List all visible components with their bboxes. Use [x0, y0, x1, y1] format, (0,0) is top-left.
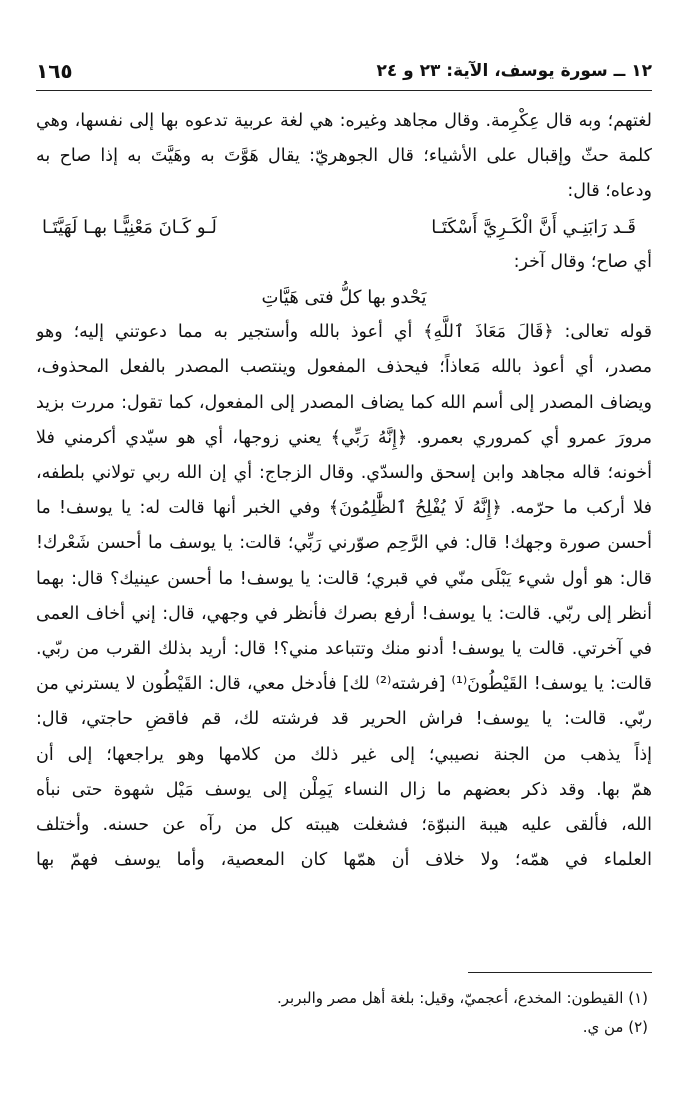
paragraph-line: في آخرتي. قالت يا يوسف! أدنو منك وتتباعد مني؟! قال: أريد بذلك القرب من ربّي.: [36, 639, 652, 660]
verse-first-hemistich: قَـد رَابَنِـي أَنَّ الْكَـرِيَّ أَسْكَتَـا: [431, 216, 636, 238]
paragraph-line: الله، فألقى عليه هيبة النبوّة؛ فشغلت هيبته كل من رآه عن حسنه. وأختلف: [36, 815, 652, 836]
footnote-2: (٢) من ي.: [582, 1018, 648, 1036]
text-line: أي صاح؛ وقال آخر:: [513, 251, 652, 272]
footnote-divider: [468, 972, 652, 973]
footnotes: [36, 984, 648, 1042]
text-line: ودعاه؛ قال:: [567, 181, 652, 202]
paragraph-line: ربّي. قالت: يا يوسف! فراش الحرير قد فرشته لك، قم فاقضِ حاجتي، قال:: [36, 709, 652, 730]
text-line: كلمة حثّ وإقبال على الأشياء؛ قال الجوهريّ: يقال هَوَّتَ به وهَيَّتَ به إذا صاح به: [36, 146, 652, 167]
paragraph-line: العلماء في همّه؛ ولا خلاف أن همّها كان المعصية، وأما يوسف فهمّ بها: [36, 850, 652, 871]
body-text: [36, 104, 652, 878]
paragraph-line: أخونه؛ قاله مجاهد وابن إسحق والسدّي. وقال الزجاج: أي إن الله ربي تولاني بلطفه،: [36, 463, 652, 484]
footnote-1: (١) القيطون: المخدع، أعجميّ، وقيل: بلغة أهل مصر والبربر.: [277, 989, 648, 1007]
half-verse: يَحْدو بها كلُّ فتى هَيَّاتِ: [261, 287, 427, 309]
paragraph-line: همّ بها. وقد ذكر بعضهم ما زال النساء يَمِلْن إلى يوسف مَيْل شهوة حتى نبأه: [36, 779, 652, 800]
text-line: لغتهم؛ وبه قال عِكْرِمة. وقال مجاهد وغيره: هي لغة عربية تدعوه بها إلى نفسها، وهي: [36, 111, 652, 131]
running-head: ١٢ ــ سورة يوسف، الآية: ٢٣ و ٢٤: [376, 61, 652, 81]
paragraph-line: مرورَ عمرو أي كمروري بعمرو. ﴿إِنَّهُ رَبِّي﴾ يعني زوجها، أي هو سيّدي أكرمني فلا: [36, 427, 652, 448]
paragraph-line: إذاً يذهب من الجنة نصيبي؛ إلى غير ذلك من كلامها وهو يراجعها؛ إلى أن: [36, 744, 652, 765]
poetry-verse: [36, 210, 652, 245]
paragraph-line: مصدر، أي أعوذ بالله مَعاذاً؛ فيحذف المفعول وينتصب المصدر بالفعل المحذوف،: [36, 357, 652, 378]
paragraph-line: أحسن صورة وجهك! قال: في الرَّحِم صوّرني رَبِّي؛ قالت: يا يوسف ما أحسن شَعْرك!: [36, 533, 652, 554]
paragraph-line: فلا أركب ما حرّمه. ﴿إِنَّهُ لَا يُفْلِحُ ٱلظَّٰلِمُونَ﴾ وفي الخبر أنها قالت له: يا يوسف! ما: [36, 498, 652, 519]
verse-second-hemistich: لَـو كَـانَ مَعْنِيًّـا بهـا لَهَيَّتَـا: [42, 216, 217, 238]
page-number: ١٦٥: [36, 59, 73, 83]
paragraph-line: ويضاف المصدر إلى أسم الله كما يضاف المصدر إلى المفعول، كما تقول: مررت بزيد: [36, 392, 652, 413]
paragraph-line: أنظر إلى ربّي. قالت: يا يوسف! أرفع بصرك فأنظر في وجهي، قال: إني أخاف العمى: [36, 603, 652, 624]
page-header: [36, 52, 652, 91]
paragraph-line: قالت: يا يوسف! القَيْطُونَ⁽¹⁾ [فرشته⁽²⁾ لك] فأدخل معي، قال: القَيْطُون لا يسترني من: [36, 674, 652, 695]
paragraph-line: قال: هو أول شيء يَبْلَى منّي في قبري؛ قالت: يا يوسف! ما أحسن عينيك؟ قال: بهما: [36, 568, 652, 589]
paragraph-line: قوله تعالى: ﴿قَالَ مَعَاذَ ٱللَّهِ﴾ أي أعوذ بالله وأستجير به مما دعوتني إليه؛ وهو: [36, 322, 652, 343]
